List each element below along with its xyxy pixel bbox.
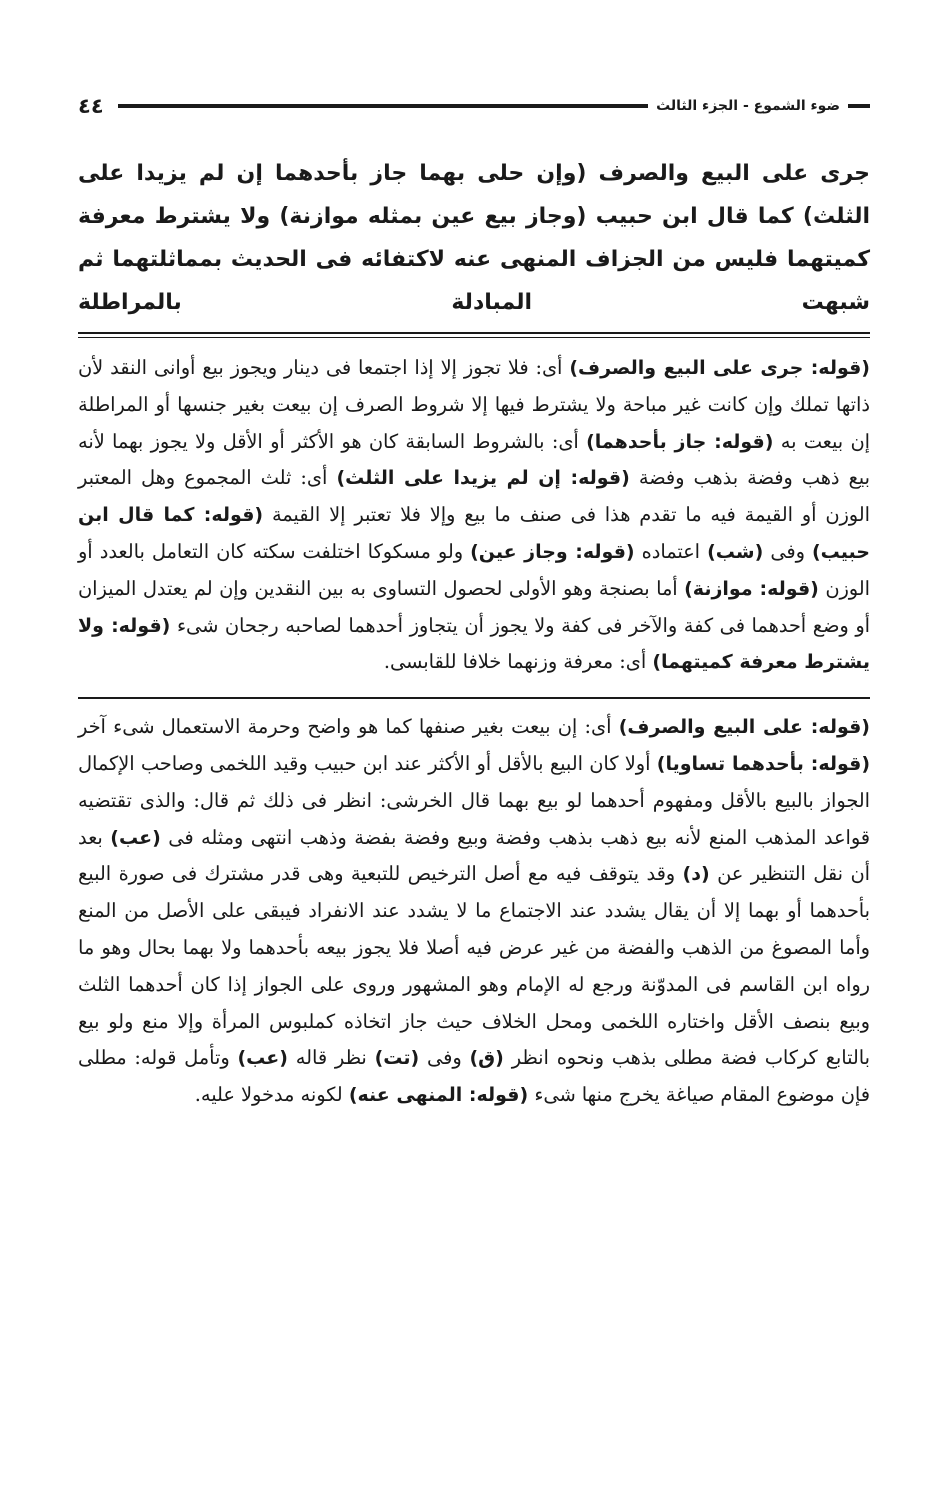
commentary-lemma: (قوله: كما قال ابن حبيب) — [78, 504, 870, 563]
double-divider — [78, 332, 870, 338]
commentary-lemma: (قوله: وجاز عين) — [470, 540, 635, 563]
commentary-lemma: (قوله: ولا يشترط معرفة كميتهما) — [78, 614, 870, 674]
page-number: ٤٤ — [78, 94, 104, 118]
source-abbrev: (د) — [682, 863, 710, 886]
matn-paragraph: جرى على البيع والصرف (وإن حلى بهما جاز بأحدهما إن لم يزيدا على الثلث) كما قال ابن حبيب (وجاز بيع عين بمثله موازنة) ولا يشترط معرفة كميتهما فليس من الجزاف المنهى عنه لاكتفائه فى الحديث بمماثلتهما ثم شبهت المبادلة بالمراطلة — [78, 161, 870, 315]
source-abbrev: (عب) — [237, 1047, 288, 1070]
header-dash — [848, 104, 870, 108]
hashiya-paragraph: (قوله: على البيع والصرف) أى: إن بيعت بغير صنفها كما هو واضح وحرمة الاستعمال شىء آخر (قوله: بأحدهما تساويا) أولا كان البيع بالأقل أو الأكثر عند ابن حبيب وقيد اللخمى وصاحب الإكمال الجواز بالبيع بالأقل ومفهوم أحدهما لو بيع بهما قال الخرشى: انظر فى ذلك ثم قال: والذى تقتضيه قواعد المذهب المنع لأنه بيع ذهب بذهب وفضة وبيع وفضة بفضة وذهب انتهى ومثله فى (عب) بعد أن نقل التنظير عن (د) وقد يتوقف فيه مع أصل الترخيص للتبعية وهى قدر مشترك فى صورة البيع بأحدهما أو بهما إلا أن يقال يشدد عند الاجتماع ما لا يشدد عند الانفراد فيبقى على الأصل من المنع وأما المصوغ من الذهب والفضة من غير عرض فيه أصلا فلا يجوز بيعه بأحدهما ولا بهما بحال وهو ما رواه ابن القاسم فى المدوّنة ورجع له الإمام وهو المشهور وروى على الجواز إذا كان أحدهما الثلث وبيع بنصف الأقل واختاره اللخمى ومحل الخلاف حيث جاز اتخاذه كملبوس المرأة وإلا منع ولو بيع بالتابع كركاب فضة مطلى بذهب ونحوه انظر (ق) وفى (تت) نظر قاله (عب) وتأمل قوله: مطلى فإن موضوع المقام صياغة يخرج منها شىء (قوله: المنهى عنه) لكونه مدخولا عليه. — [78, 715, 871, 1107]
matn-text — [78, 152, 870, 324]
header-rule — [118, 104, 648, 108]
single-divider — [78, 697, 870, 699]
hashiya-lemma: (قوله: المنهى عنه) — [348, 1084, 529, 1107]
commentary-lemma: (قوله: موازنة) — [684, 577, 819, 600]
hashiya-lemma: (قوله: على البيع والصرف) — [618, 716, 870, 739]
source-abbrev: (تت) — [374, 1047, 420, 1070]
source-abbrev: (ق) — [469, 1047, 504, 1070]
source-abbrev: (شب) — [707, 540, 764, 563]
hashiya-lemma: (قوله: بأحدهما تساويا) — [656, 752, 871, 775]
commentary-lemma: (قوله: إن لم يزيدا على الثلث) — [336, 467, 630, 490]
commentary-lemma: (قوله: جرى على البيع والصرف) — [569, 357, 870, 379]
commentary-lemma: (قوله: جاز بأحدهما) — [586, 430, 774, 453]
source-abbrev: (عب) — [110, 826, 161, 849]
hashiya-section — [78, 709, 870, 1114]
page-header — [78, 92, 870, 120]
commentary-paragraph: (قوله: جرى على البيع والصرف) أى: فلا تجوز إلا إذا اجتمعا فى دينار ويجوز بيع أوانى النقد لأن ذاتها تملك وإن كانت غير مباحة ولا يشترط فيها إلا شروط الصرف إن بيعت بغير جنسها أو المراطلة إن بيعت به (قوله: جاز بأحدهما) أى: بالشروط السابقة كان هو الأكثر أو الأقل ولا يجوز بهما لأنه بيع ذهب وفضة بذهب وفضة (قوله: إن لم يزيدا على الثلث) أى: ثلث المجموع وهل المعتبر الوزن أو القيمة فيه ما تقدم هذا فى صنف ما بيع وإلا فلا تعتبر إلا القيمة (قوله: كما قال ابن حبيب) وفى (شب) اعتماده (قوله: وجاز عين) ولو مسكوكا اختلفت سكته كان التعامل بالعدد أو الوزن (قوله: موازنة) أما بصنجة وهو الأولى لحصول التساوى به بين النقدين وإن لم يعتدل الميزان أو وضع أحدهما فى كفة والآخر فى كفة ولا يجوز أن يتجاوز أحدهما لصاحبه رجحان شىء (قوله: ولا يشترط معرفة كميتهما) أى: معرفة وزنهما خلافا للقابسى. — [78, 356, 871, 674]
book-page — [78, 92, 870, 1114]
book-title: ضوء الشموع - الجزء الثالث — [656, 98, 840, 114]
commentary-section — [78, 350, 870, 681]
